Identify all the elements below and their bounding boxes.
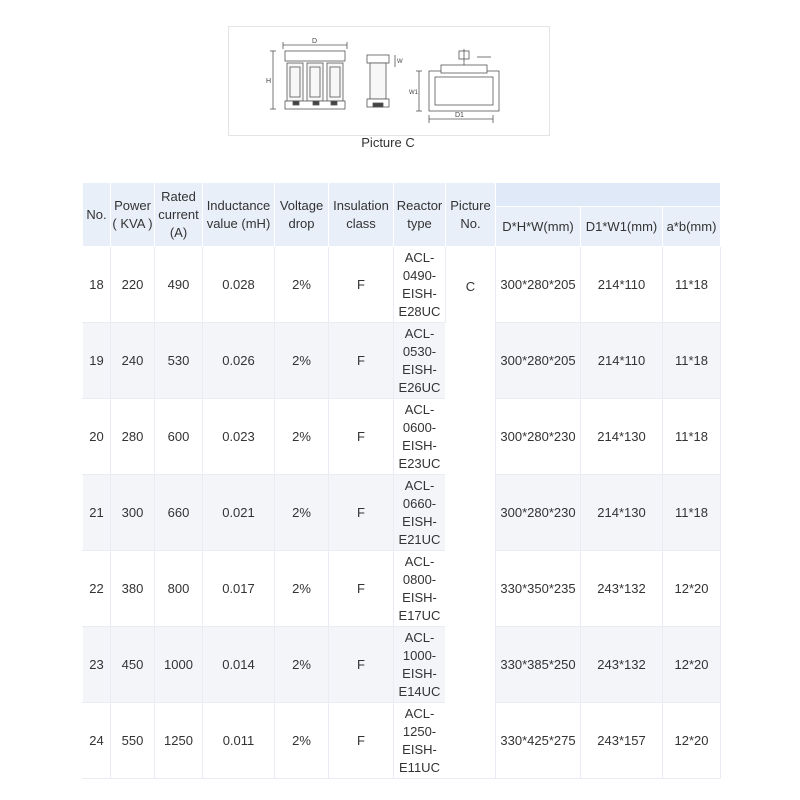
cell-ab: 12*20: [663, 551, 721, 627]
cell-ab: 12*20: [663, 703, 721, 779]
reactor-spec-table: [82, 182, 721, 779]
cell-reactor: ACL-0490-EISH-E28UC: [394, 247, 446, 323]
cell-power: 550: [111, 703, 155, 779]
cell-inductance: 0.017: [203, 551, 275, 627]
header-voltage-drop: Voltage drop: [275, 183, 329, 247]
cell-inductance: 0.026: [203, 323, 275, 399]
cell-dhw: 300*280*230: [496, 399, 581, 475]
cell-no: 23: [83, 627, 111, 703]
cell-inductance: 0.011: [203, 703, 275, 779]
cell-inductance: 0.028: [203, 247, 275, 323]
top-view: [409, 49, 499, 123]
label-D: D: [312, 38, 318, 45]
cell-power: 380: [111, 551, 155, 627]
cell-insulation: F: [329, 475, 394, 551]
side-view: [367, 55, 403, 107]
label-W: W: [397, 59, 403, 65]
cell-d1w1: 243*132: [581, 627, 663, 703]
cell-reactor: ACL-1000-EISH-E14UC: [394, 627, 446, 703]
cell-voltage: 2%: [275, 703, 329, 779]
cell-insulation: F: [329, 399, 394, 475]
header-dhw: D*H*W(mm): [496, 207, 581, 247]
cell-reactor: ACL-0660-EISH-E21UC: [394, 475, 446, 551]
cell-ab: 11*18: [663, 399, 721, 475]
cell-dhw: 300*280*205: [496, 323, 581, 399]
cell-insulation: F: [329, 551, 394, 627]
label-D1: D1: [455, 112, 464, 119]
table-row: [83, 475, 721, 551]
cell-reactor: ACL-0800-EISH-E17UC: [394, 551, 446, 627]
cell-power: 280: [111, 399, 155, 475]
header-power: Power ( KVA ): [111, 183, 155, 247]
table-row: [83, 323, 721, 399]
front-view: [266, 38, 347, 109]
cell-d1w1: 214*110: [581, 323, 663, 399]
cell-voltage: 2%: [275, 551, 329, 627]
cell-dhw: 330*385*250: [496, 627, 581, 703]
cell-no: 20: [83, 399, 111, 475]
cell-dhw: 330*350*235: [496, 551, 581, 627]
cell-no: 19: [83, 323, 111, 399]
header-ab: a*b(mm): [663, 207, 721, 247]
cell-no: 18: [83, 247, 111, 323]
cell-voltage: 2%: [275, 475, 329, 551]
header-no: No.: [83, 183, 111, 247]
table-row: [83, 703, 721, 779]
cell-current: 1000: [155, 627, 203, 703]
cell-power: 220: [111, 247, 155, 323]
cell-dhw: 300*280*205: [496, 247, 581, 323]
cell-no: 24: [83, 703, 111, 779]
figure-caption: Picture C: [361, 135, 415, 150]
cell-current: 600: [155, 399, 203, 475]
cell-dhw: 330*425*275: [496, 703, 581, 779]
table-row: [83, 551, 721, 627]
table-row: [83, 247, 721, 323]
cell-d1w1: 214*130: [581, 399, 663, 475]
dimension-drawing: [228, 26, 550, 136]
cell-insulation: F: [329, 247, 394, 323]
cell-no: 22: [83, 551, 111, 627]
cell-d1w1: 214*110: [581, 247, 663, 323]
cell-voltage: 2%: [275, 627, 329, 703]
cell-d1w1: 243*132: [581, 551, 663, 627]
cell-current: 660: [155, 475, 203, 551]
cell-current: 530: [155, 323, 203, 399]
cell-reactor: ACL-0530-EISH-E26UC: [394, 323, 446, 399]
cell-current: 490: [155, 247, 203, 323]
cell-power: 240: [111, 323, 155, 399]
cell-ab: 12*20: [663, 627, 721, 703]
header-insulation-class: Insulation class: [329, 183, 394, 247]
header-reactor-type: Reactor type: [394, 183, 446, 247]
header-inductance: Inductance value (mH): [203, 183, 275, 247]
cell-inductance: 0.021: [203, 475, 275, 551]
cell-reactor: ACL-0600-EISH-E23UC: [394, 399, 446, 475]
label-H: H: [266, 78, 272, 85]
cell-power: 450: [111, 627, 155, 703]
cell-current: 800: [155, 551, 203, 627]
cell-ab: 11*18: [663, 323, 721, 399]
cell-inductance: 0.023: [203, 399, 275, 475]
cell-no: 21: [83, 475, 111, 551]
table-row: [83, 627, 721, 703]
cell-insulation: F: [329, 627, 394, 703]
reactor-drawing-svg: [229, 27, 549, 135]
header-dimensions-group: [496, 183, 721, 207]
cell-power: 300: [111, 475, 155, 551]
cell-ab: 11*18: [663, 247, 721, 323]
cell-insulation: F: [329, 703, 394, 779]
cell-voltage: 2%: [275, 399, 329, 475]
table-row: [83, 399, 721, 475]
cell-voltage: 2%: [275, 323, 329, 399]
cell-d1w1: 243*157: [581, 703, 663, 779]
cell-picture-no: C: [446, 247, 496, 779]
cell-insulation: F: [329, 323, 394, 399]
cell-dhw: 300*280*230: [496, 475, 581, 551]
label-W1: W1: [409, 90, 418, 96]
header-d1w1: D1*W1(mm): [581, 207, 663, 247]
cell-current: 1250: [155, 703, 203, 779]
header-picture-no: Picture No.: [446, 183, 496, 247]
cell-ab: 11*18: [663, 475, 721, 551]
cell-d1w1: 214*130: [581, 475, 663, 551]
cell-voltage: 2%: [275, 247, 329, 323]
header-rated-current: Rated current (A): [155, 183, 203, 247]
cell-inductance: 0.014: [203, 627, 275, 703]
cell-reactor: ACL-1250-EISH-E11UC: [394, 703, 446, 779]
